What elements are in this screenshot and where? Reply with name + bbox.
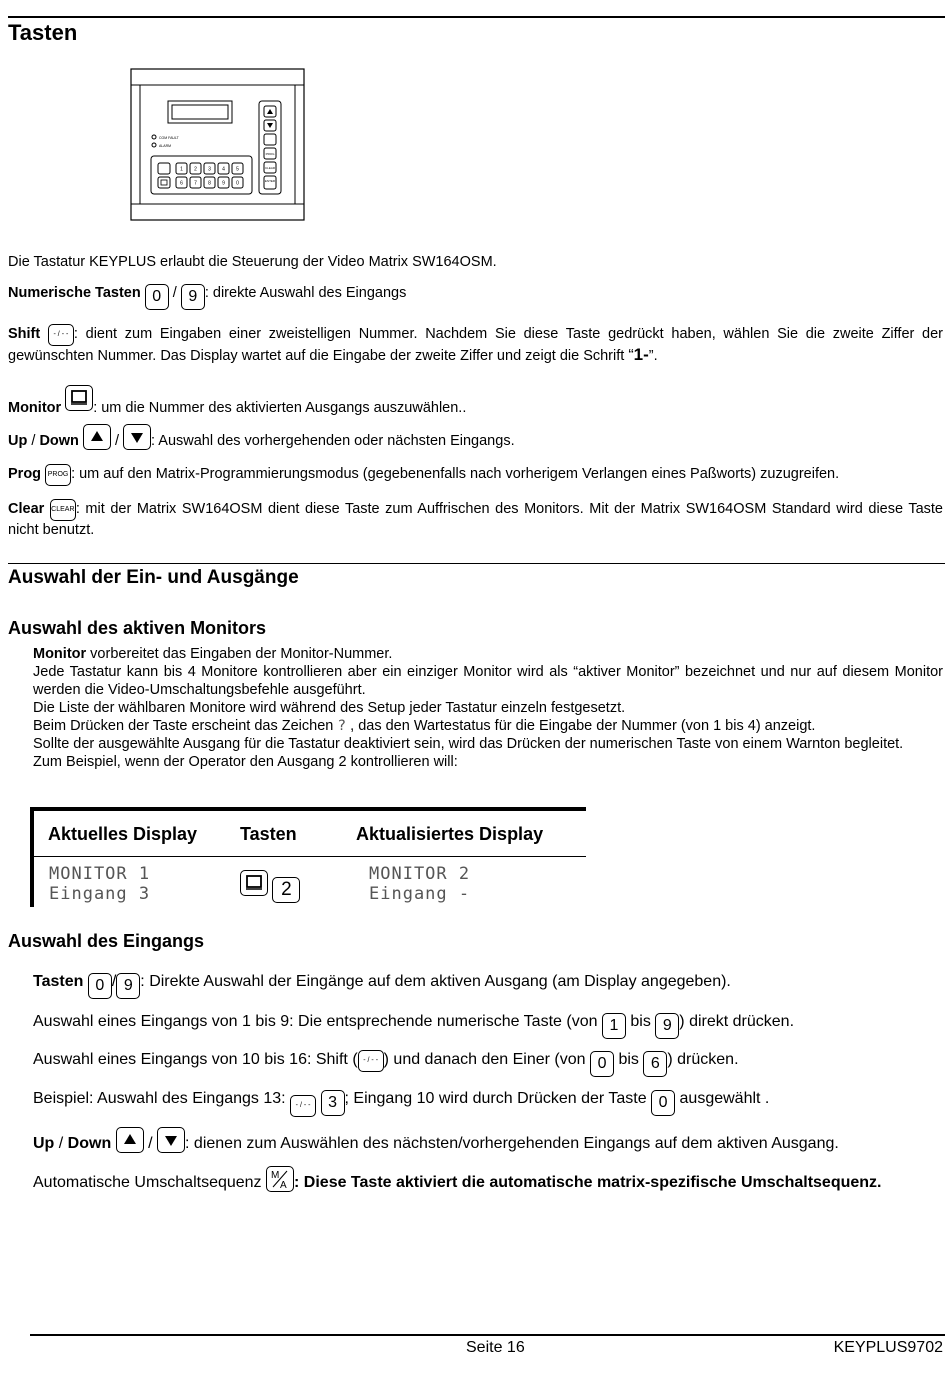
input-line3 — [33, 1050, 943, 1077]
key-1: 1 — [602, 1013, 626, 1039]
keypad-key-label: 7 — [194, 180, 197, 187]
input-line1 — [33, 972, 943, 999]
updown-line — [8, 424, 943, 450]
monitor-para3b: , das den Wartestatus für die Eingabe der Nummer (von 1 bis 4) anzeigt. — [346, 718, 816, 734]
slash: / — [27, 433, 40, 449]
input-line3-mid: ) und danach den Einer (von — [383, 1051, 586, 1068]
prog-desc: : um auf den Matrix-Programmierungsmodus (gegebenenfalls nach vorherigem Verlangen eines Paßworts) zuzugreifen. — [71, 466, 840, 482]
separator: / — [172, 285, 177, 301]
clear-key: CLEAR — [50, 499, 76, 521]
key-0: 0 — [590, 1051, 614, 1077]
updated-display — [369, 864, 470, 904]
bis-text: bis — [618, 1051, 639, 1068]
quote-close: ”. — [648, 348, 658, 364]
monitor-section-body — [33, 645, 943, 771]
input-line5 — [33, 1127, 943, 1154]
input-line6-text: Automatische Umschaltsequenz — [33, 1174, 262, 1191]
numeric-desc: : direkte Auswahl des Eingangs — [204, 285, 407, 301]
monitor-para1: Jede Tastatur kann bis 4 Monitore kontrollieren aber ein einziger Monitor wird als “aktiver Monitor” bezeichnet und nur auf diesem Monitor werden die Video-Umschaltungsbefehle ausgeführt. — [33, 664, 943, 698]
input-line4-mid: ; Eingang 10 wird durch Drücken der Taste — [344, 1090, 647, 1107]
monitor-para2: Die Liste der wählbaren Monitore wird während des Setup jeder Tastatur einzeln festgesetzt. — [33, 700, 626, 716]
key-0: 0 — [651, 1090, 675, 1116]
input-line2-text: Auswahl eines Eingangs von 1 bis 9: Die entsprechende numerische Taste (von — [33, 1013, 598, 1030]
monitor-heading: Auswahl des aktiven Monitors — [8, 618, 267, 638]
shift-display-value: 1- — [633, 345, 649, 364]
down-arrow-icon — [123, 424, 151, 450]
up-arrow-icon — [116, 1127, 144, 1153]
table-top-rule — [30, 807, 586, 811]
keypad-illustration — [130, 68, 306, 222]
down-label: Down — [39, 433, 79, 449]
input-line4-text: Beispiel: Auswahl des Eingangs 13: — [33, 1090, 286, 1107]
monitor-para4: Sollte der ausgewählte Ausgang für die Tastatur deaktiviert sein, wird das Drücken der numerischen Taste von einem Warnton begleitet. — [33, 736, 904, 752]
table-header-rule — [34, 856, 586, 857]
alarm-label: ALARM — [159, 144, 172, 148]
down-arrow-icon — [157, 1127, 185, 1153]
clear-paragraph — [8, 499, 943, 539]
monitor-key-icon — [65, 385, 93, 411]
table-header-updated: Aktualisiertes Display — [356, 824, 544, 844]
monitor-key-icon — [240, 870, 268, 896]
shift-key: - / - - — [48, 324, 74, 346]
input-keys-label: Tasten — [33, 973, 84, 990]
key-3: 3 — [321, 1090, 345, 1116]
up-label: Up — [33, 1135, 55, 1152]
table-left-rule — [30, 807, 34, 907]
numeric-label: Numerische Tasten — [8, 285, 141, 301]
separator: / — [111, 973, 117, 990]
input-line2 — [33, 1012, 943, 1039]
key-6: 6 — [643, 1051, 667, 1077]
document-id: KEYPLUS9702 — [833, 1339, 943, 1356]
side-key-enter: ENTER — [264, 179, 276, 183]
monitor-para5: Zum Beispiel, wenn der Operator den Ausgang 2 kontrollieren will: — [33, 754, 458, 770]
keypad-key-label: 3 — [208, 166, 211, 173]
quote-open: “ — [628, 347, 634, 364]
up-label: Up — [8, 433, 28, 449]
table-header-keys: Tasten — [240, 824, 297, 844]
key-2: 2 — [272, 877, 300, 903]
table-keys — [240, 870, 300, 903]
shift-label: Shift — [8, 326, 41, 342]
monitor-label: Monitor — [8, 400, 62, 416]
numeric-keys-line — [8, 284, 943, 310]
monitor-desc: : um die Nummer des aktivierten Ausgangs auszuwählen.. — [93, 400, 467, 416]
shift-paragraph — [8, 324, 943, 365]
updated-display-line2: Eingang - — [369, 884, 471, 904]
shift-key: - / - - — [358, 1050, 384, 1072]
auto-key-a: A — [280, 1180, 287, 1191]
prog-label: Prog — [8, 466, 42, 482]
keypad-key-label: 8 — [208, 180, 211, 187]
input-line4 — [33, 1089, 943, 1117]
keypad-key-label: 9 — [222, 180, 225, 187]
input-heading: Auswahl des Eingangs — [8, 931, 205, 951]
keypad-key-label: 2 — [194, 166, 197, 173]
input-line6 — [33, 1166, 943, 1193]
key-9: 9 — [655, 1013, 679, 1039]
bis-text: bis — [630, 1013, 651, 1030]
slash: / — [54, 1135, 68, 1152]
separator: / — [114, 433, 119, 449]
prog-key: PROG — [45, 464, 71, 486]
top-rule — [8, 16, 945, 18]
input-line1-desc: : Direkte Auswahl der Eingänge auf dem aktiven Ausgang (am Display angegeben). — [140, 973, 731, 990]
page-number: Seite 16 — [466, 1339, 525, 1356]
monitor-lead-text: vorbereitet das Eingaben der Monitor-Nummer. — [86, 646, 393, 662]
keypad-key-label: 1 — [180, 166, 183, 173]
keypad-key-label: 0 — [236, 180, 239, 187]
section-heading: Auswahl der Ein- und Ausgänge — [8, 567, 299, 588]
separator: / — [148, 1135, 153, 1152]
clear-label: Clear — [8, 501, 45, 517]
input-line5-desc: : dienen zum Auswählen des nächsten/vorhergehenden Eingangs auf dem aktiven Ausgang. — [185, 1135, 839, 1152]
current-display-line2: Eingang 3 — [49, 884, 151, 904]
section-rule — [8, 563, 945, 564]
com-fault-label: COM FAULT — [159, 136, 179, 140]
monitor-lead-bold: Monitor — [33, 646, 87, 662]
shift-key: - / - - — [290, 1095, 316, 1117]
footer-rule — [30, 1334, 945, 1336]
input-line6-bold: : Diese Taste aktiviert die automatische matrix-spezifische Umschaltsequenz. — [294, 1174, 882, 1191]
table-header-current: Aktuelles Display — [48, 824, 198, 844]
updated-display-line1: MONITOR 2 — [369, 864, 471, 884]
page-title: Tasten — [8, 20, 78, 45]
side-key-prog: PROG — [265, 152, 275, 156]
side-key-clear: CLEAR — [264, 166, 276, 170]
keypad-key-label: 5 — [236, 166, 239, 173]
key-0: 0 — [88, 973, 112, 999]
prog-line — [8, 464, 943, 486]
current-display — [49, 864, 150, 904]
intro-text: Die Tastatur KEYPLUS erlaubt die Steuerung der Video Matrix SW164OSM. — [8, 254, 497, 270]
waiting-symbol: ? — [337, 718, 347, 734]
key-9: 9 — [181, 284, 205, 310]
monitor-line — [8, 385, 943, 417]
down-label: Down — [67, 1135, 112, 1152]
input-line2-end: ) direkt drücken. — [679, 1013, 795, 1030]
monitor-para3a: Beim Drücken der Taste erscheint das Zeichen — [33, 718, 338, 734]
input-line4-end: ausgewählt . — [679, 1090, 770, 1107]
keypad-key-label: 6 — [180, 180, 183, 187]
up-arrow-icon — [83, 424, 111, 450]
key-0: 0 — [145, 284, 169, 310]
key-9: 9 — [116, 973, 140, 999]
updown-desc: : Auswahl des vorhergehenden oder nächsten Eingangs. — [151, 433, 515, 449]
current-display-line1: MONITOR 1 — [49, 864, 151, 884]
clear-desc: : mit der Matrix SW164OSM dient diese Taste zum Auffrischen des Monitors. Mit der Matrix SW164OSM Standard wird diese Taste nicht benutzt. — [8, 501, 943, 538]
input-line3-end: ) drücken. — [667, 1051, 739, 1068]
shift-desc: : dient zum Eingaben einer zweistelligen Nummer. Nachdem Sie diese Taste gedrückt haben, wählen Sie die zweite Ziffer der gewünschten Nummer. Das Display wartet auf die Eingabe der zweite Ziffer und zeigt die Schrift — [8, 326, 943, 364]
keypad-key-label: 4 — [222, 166, 225, 173]
input-line3-text: Auswahl eines Eingangs von 10 bis 16: Shift ( — [33, 1051, 358, 1068]
auto-key-m: M — [271, 1170, 280, 1181]
auto-sequence-key — [266, 1166, 294, 1192]
